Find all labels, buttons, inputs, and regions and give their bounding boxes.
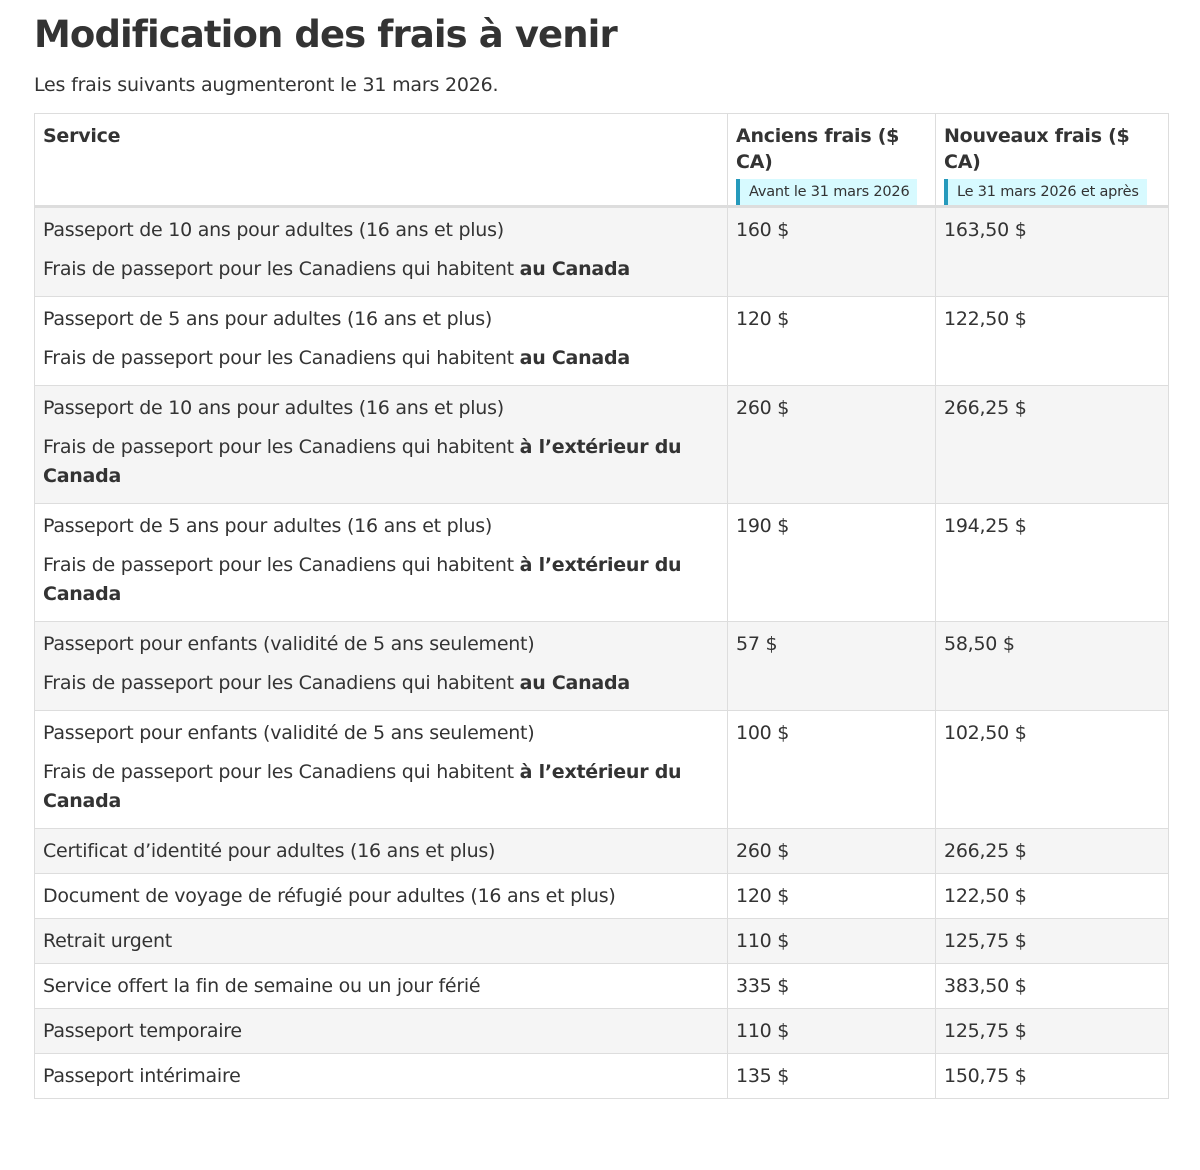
header-service-label: Service (43, 125, 121, 147)
service-name: Passeport de 5 ans pour adultes (16 ans et plus) (43, 308, 493, 330)
header-old-fees-label: Anciens frais ($ CA) (736, 125, 900, 173)
service-cell: Retrait urgent (35, 919, 728, 964)
old-fee-cell: 190 $ (728, 504, 936, 622)
service-cell: Passeport intérimaire (35, 1054, 728, 1099)
new-fee-cell: 150,75 $ (936, 1054, 1169, 1099)
service-cell (35, 711, 728, 829)
new-fee-cell: 163,50 $ (936, 207, 1169, 297)
service-description (43, 433, 719, 491)
service-description (43, 255, 719, 284)
table-row (35, 1054, 1169, 1099)
old-fee-cell: 335 $ (728, 964, 936, 1009)
service-location: à l’extérieur du Canada (43, 554, 682, 605)
description-prefix: Frais de passeport pour les Canadiens qui habitent (43, 672, 520, 694)
table-row (35, 297, 1169, 386)
table-row (35, 386, 1169, 504)
old-fee-cell: 120 $ (728, 297, 936, 386)
new-fee-cell: 122,50 $ (936, 874, 1169, 919)
service-cell: Document de voyage de réfugié pour adultes (16 ans et plus) (35, 874, 728, 919)
table-row (35, 504, 1169, 622)
header-old-fees (728, 114, 936, 207)
service-name: Passeport de 5 ans pour adultes (16 ans et plus) (43, 515, 493, 537)
new-fee-cell: 125,75 $ (936, 919, 1169, 964)
old-fee-cell: 110 $ (728, 1009, 936, 1054)
service-name: Passeport pour enfants (validité de 5 ans seulement) (43, 633, 535, 655)
old-fee-cell: 120 $ (728, 874, 936, 919)
old-fee-cell: 135 $ (728, 1054, 936, 1099)
new-fee-cell: 266,25 $ (936, 386, 1169, 504)
table-row (35, 964, 1169, 1009)
service-cell: Certificat d’identité pour adultes (16 ans et plus) (35, 829, 728, 874)
description-prefix: Frais de passeport pour les Canadiens qui habitent (43, 554, 520, 576)
old-fees-date-note: Avant le 31 mars 2026 (736, 179, 917, 205)
old-fee-cell: 260 $ (728, 386, 936, 504)
new-fee-cell: 383,50 $ (936, 964, 1169, 1009)
service-cell (35, 207, 728, 297)
service-cell (35, 622, 728, 711)
description-prefix: Frais de passeport pour les Canadiens qui habitent (43, 761, 520, 783)
fees-table (34, 113, 1169, 1099)
intro-text: Les frais suivants augmenteront le 31 mars 2026. (34, 74, 499, 96)
service-location: au Canada (519, 347, 630, 369)
service-name: Passeport de 10 ans pour adultes (16 ans et plus) (43, 219, 504, 241)
new-fee-cell: 102,50 $ (936, 711, 1169, 829)
page-title: Modification des frais à venir (34, 13, 617, 56)
table-header-row (35, 114, 1169, 207)
new-fees-date-note: Le 31 mars 2026 et après (944, 179, 1147, 205)
service-cell: Service offert la fin de semaine ou un jour férié (35, 964, 728, 1009)
service-name: Passeport pour enfants (validité de 5 ans seulement) (43, 722, 535, 744)
table-row (35, 874, 1169, 919)
table-row (35, 1009, 1169, 1054)
new-fee-cell: 58,50 $ (936, 622, 1169, 711)
old-fee-cell: 160 $ (728, 207, 936, 297)
old-fee-cell: 57 $ (728, 622, 936, 711)
table-row (35, 919, 1169, 964)
service-description (43, 669, 719, 698)
service-description (43, 758, 719, 816)
table-row (35, 207, 1169, 297)
old-fee-cell: 100 $ (728, 711, 936, 829)
service-cell (35, 386, 728, 504)
table-row (35, 622, 1169, 711)
new-fee-cell: 122,50 $ (936, 297, 1169, 386)
old-fee-cell: 260 $ (728, 829, 936, 874)
description-prefix: Frais de passeport pour les Canadiens qui habitent (43, 347, 520, 369)
service-location: à l’extérieur du Canada (43, 761, 682, 812)
description-prefix: Frais de passeport pour les Canadiens qui habitent (43, 436, 520, 458)
service-description (43, 344, 719, 373)
old-fee-cell: 110 $ (728, 919, 936, 964)
header-new-fees (936, 114, 1169, 207)
description-prefix: Frais de passeport pour les Canadiens qui habitent (43, 258, 520, 280)
table-row (35, 829, 1169, 874)
header-service (35, 114, 728, 207)
service-cell (35, 504, 728, 622)
service-cell (35, 297, 728, 386)
service-description (43, 551, 719, 609)
service-location: au Canada (519, 258, 630, 280)
service-cell: Passeport temporaire (35, 1009, 728, 1054)
service-location: à l’extérieur du Canada (43, 436, 682, 487)
service-location: au Canada (519, 672, 630, 694)
header-new-fees-label: Nouveaux frais ($ CA) (944, 125, 1130, 173)
service-name: Passeport de 10 ans pour adultes (16 ans et plus) (43, 397, 504, 419)
table-row (35, 711, 1169, 829)
new-fee-cell: 266,25 $ (936, 829, 1169, 874)
new-fee-cell: 194,25 $ (936, 504, 1169, 622)
new-fee-cell: 125,75 $ (936, 1009, 1169, 1054)
